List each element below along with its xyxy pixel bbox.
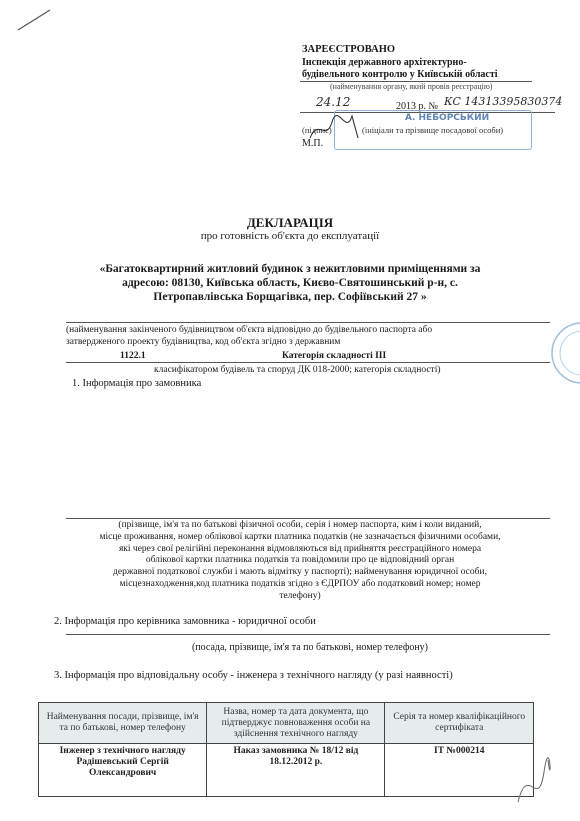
- section-1-caption-line: місце проживання, номер облікової картки платника податків (не зазначається фізичними особами,: [99, 531, 501, 542]
- authority-line-2: будівельного контролю у Київській області: [302, 69, 498, 80]
- registration-number: КС 14313395830374: [444, 95, 563, 108]
- object-caption-line-2: затвердженого проекту будівництва, код об'єкта згідно з державним: [66, 337, 341, 347]
- object-code: 1122.1: [120, 351, 146, 361]
- section-1-caption: [40, 520, 560, 603]
- stamp-name: А. НЕБОРСЬКИЙ: [405, 113, 490, 123]
- bottom-signature: [508, 752, 558, 812]
- cell-document: Наказ замовника № 18/12 від 18.12.2012 р.: [207, 744, 385, 797]
- section-2-label: 2. Інформація про керівника замовника - юридичної особи: [54, 616, 316, 627]
- engineer-position: Інженер з технічного нагляду: [59, 746, 186, 756]
- section-1-caption-line: які через свої релігійні переконання відмовляються від прийняття реєстраційного номера: [118, 543, 482, 554]
- mp-label: М.П.: [302, 138, 324, 149]
- pen-mark: [14, 6, 54, 34]
- table-header-row: [39, 703, 534, 744]
- section-1-caption-line: телефону): [279, 590, 321, 601]
- section-1-caption-line: (прізвище, ім'я та по батькові фізичної особи, серія і номер паспорта, ким і коли виданий,: [118, 520, 482, 530]
- object-line-1: «Багатоквартирний житловий будинок з нежитловими приміщеннями за: [99, 263, 481, 275]
- section-1-caption-line: місцезнаходження,код платника податків згідно з ЄДРПОУ або податковий номер; номер: [119, 578, 481, 589]
- declaration-title: ДЕКЛАРАЦІЯ: [246, 215, 334, 230]
- object-name: [0, 262, 580, 304]
- name-caption: (ініціали та прізвище посадової особи): [362, 125, 504, 135]
- cell-engineer: [39, 744, 207, 797]
- object-caption-line-3: класифікатором будівель та споруд ДК 018-2000; категорія складності): [154, 365, 441, 375]
- authority-caption: (найменування органу, який провів реєстрацію): [330, 82, 493, 91]
- registration-date: 24.12: [316, 95, 351, 109]
- signature-caption: (підпис): [302, 125, 332, 135]
- table-row: [39, 744, 534, 797]
- section-3-label: 3. Інформація про відповідальну особу - інженера з технічного нагляду (у разі наявності): [54, 670, 453, 681]
- section-1-caption-line: облікової картки платника податків та повідомили про це відповідний орган: [145, 555, 455, 566]
- engineer-name: Радішевський Сергій Олександрович: [76, 757, 169, 778]
- cell-certificate: ІТ №000214: [385, 744, 534, 797]
- object-line-2: адресою: 08130, Київська область, Києво-Святошинський р-н, с.: [122, 277, 458, 289]
- authority-line-1: Інспекція державного архітектурно-: [302, 57, 467, 68]
- registration-year: 2013 р. №: [396, 101, 439, 112]
- header-position: Найменування посади, прізвище, ім'я та по батькові, номер телефону: [39, 703, 207, 744]
- section-1-caption-line: державної податкової служби і мають відмітку у паспорті); найменування юридичної особи,: [113, 567, 487, 578]
- header-document: Назва, номер та дата документа, що підтверджує повноваження особи на здійснення технічного нагляду: [207, 703, 385, 744]
- header-certificate: Серія та номер кваліфікаційного сертифіката: [385, 703, 534, 744]
- object-category: Категорія складності ІІІ: [282, 351, 387, 361]
- object-caption-line-1: (найменування закінченого будівництвом об'єкта відповідно до будівельного паспорта або: [66, 325, 433, 335]
- round-seal: [548, 318, 580, 388]
- section-1-label: 1. Інформація про замовника: [72, 378, 202, 389]
- registration-title: ЗАРЕЄСТРОВАНО: [302, 44, 396, 55]
- declaration-subtitle: про готовність об'єкта до експлуатації: [200, 230, 380, 242]
- section-2-caption: (посада, прізвище, ім'я та по батькові, номер телефону): [191, 642, 429, 653]
- engineer-table: [38, 702, 534, 797]
- signature: [306, 108, 366, 148]
- object-line-3: Петропавлівська Борщагівка, пер. Софіївський 27 »: [153, 291, 427, 303]
